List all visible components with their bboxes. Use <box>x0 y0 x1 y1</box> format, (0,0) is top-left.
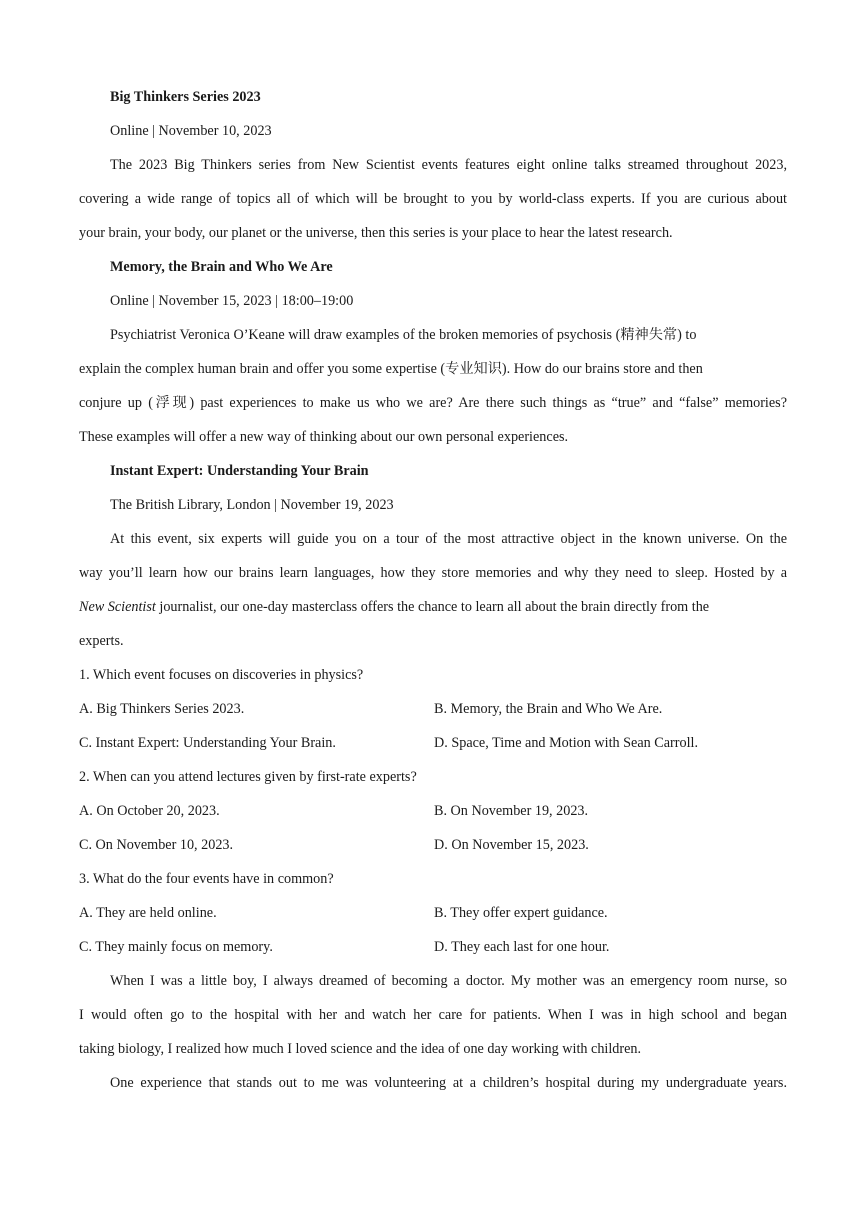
question-stem: 2. When can you attend lectures given by first-rate experts? <box>79 769 417 785</box>
event-body-line: The 2023 Big Thinkers series from New Scientist events features eight online talks streamed throughout 2023, <box>110 157 787 173</box>
event-body-line: conjure up (浮现) past experiences to make us who we are? Are there such things as “true” and “false” memories? <box>79 395 787 411</box>
option-c: C. Instant Expert: Understanding Your Brain. <box>79 735 336 751</box>
option-a: A. On October 20, 2023. <box>79 803 220 819</box>
passage-line: When I was a little boy, I always dreamed of becoming a doctor. My mother was an emergency room nurse, so <box>110 973 787 989</box>
event-body-line: explain the complex human brain and offer you some expertise (专业知识). How do our brains store and then <box>79 361 703 377</box>
option-a: A. Big Thinkers Series 2023. <box>79 701 245 717</box>
option-d: D. On November 15, 2023. <box>434 837 589 853</box>
option-c: C. On November 10, 2023. <box>79 837 234 853</box>
question-stem: 3. What do the four events have in common? <box>79 871 334 887</box>
event-body-line: These examples will offer a new way of thinking about our own personal experiences. <box>79 429 569 445</box>
event-body-line: journalist, our one-day masterclass offers the chance to learn all about the brain directly from the <box>159 599 710 615</box>
event-body-line: At this event, six experts will guide you on a tour of the most attractive object in the known universe. On the <box>110 531 787 547</box>
event-body-line-with-italic <box>79 597 709 617</box>
option-b: B. Memory, the Brain and Who We Are. <box>434 701 663 717</box>
event-title: Memory, the Brain and Who We Are <box>110 259 333 275</box>
passage-line: taking biology, I realized how much I loved science and the idea of one day working with children. <box>79 1041 642 1057</box>
option-a: A. They are held online. <box>79 905 217 921</box>
option-d: D. They each last for one hour. <box>434 939 610 955</box>
event-body-line: covering a wide range of topics all of which will be brought to you by world-class experts. If you are curious about <box>79 191 787 207</box>
option-d: D. Space, Time and Motion with Sean Carroll. <box>434 735 699 751</box>
event-meta: Online | November 15, 2023 | 18:00–19:00 <box>110 293 354 309</box>
option-c: C. They mainly focus on memory. <box>79 939 273 955</box>
event-body-line: experts. <box>79 633 124 649</box>
event-meta: The British Library, London | November 19, 2023 <box>110 497 394 513</box>
passage-line: One experience that stands out to me was volunteering at a children’s hospital during my undergraduate years. <box>110 1075 787 1091</box>
publication-name: New Scientist <box>79 599 156 615</box>
event-title: Instant Expert: Understanding Your Brain <box>110 463 369 479</box>
event-title: Big Thinkers Series 2023 <box>110 89 261 105</box>
option-b: B. They offer expert guidance. <box>434 905 608 921</box>
question-stem: 1. Which event focuses on discoveries in physics? <box>79 667 364 683</box>
event-meta: Online | November 10, 2023 <box>110 123 272 139</box>
event-body-line: your brain, your body, our planet or the universe, then this series is your place to hear the latest research. <box>79 225 673 241</box>
event-body-line: way you’ll learn how our brains learn languages, how they store memories and why they need to sleep. Hosted by a <box>79 565 787 581</box>
option-b: B. On November 19, 2023. <box>434 803 589 819</box>
passage-line: I would often go to the hospital with her and watch her care for patients. When I was in high school and began <box>79 1007 787 1023</box>
event-body-line: Psychiatrist Veronica O’Keane will draw examples of the broken memories of psychosis (精神失常) to <box>110 327 697 343</box>
